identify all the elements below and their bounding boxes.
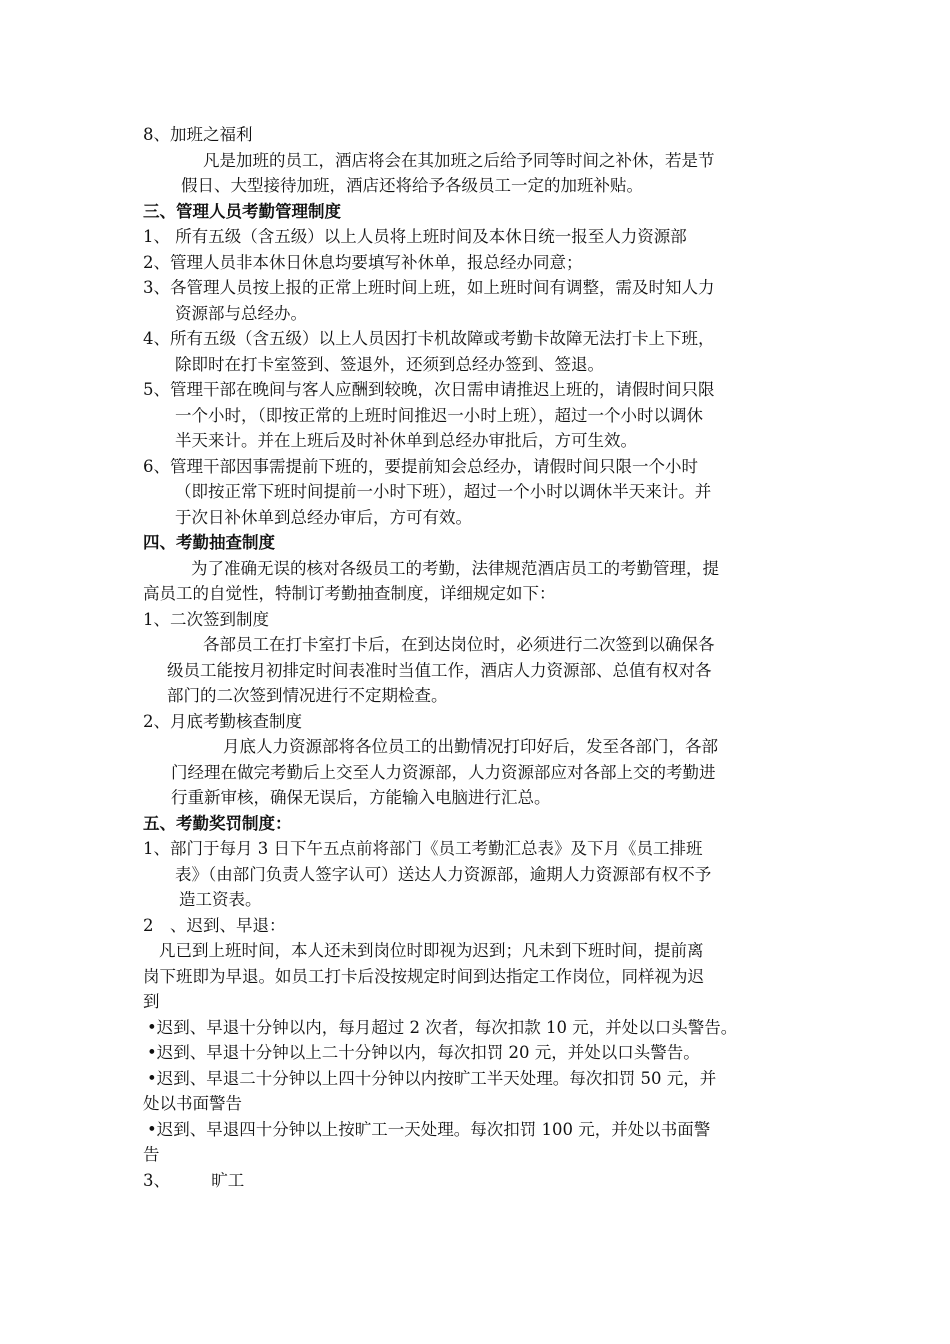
document-body (143, 122, 811, 1193)
list-item-continuation: 于次日补休单到总经办审后，方可有效。 (175, 507, 472, 527)
section-heading-rewards-penalties: 五、考勤奖罚制度： (143, 813, 292, 833)
bullet-item: •迟到、早退十分钟以内，每月超过 2 次者，每次扣款 10 元，并处以口头警告。 (147, 1017, 738, 1037)
bullet-item: •迟到、早退十分钟以上二十分钟以内，每次扣罚 20 元，并处以口头警告。 (147, 1043, 700, 1062)
subsection-title: 1、二次签到制度 (143, 609, 269, 629)
list-item-continuation: 半天来计。并在上班后及时补休单到总经办审批后，方可生效。 (175, 431, 637, 450)
list-item-continuation: 一个小时，（即按正常的上班时间推迟一小时上班），超过一个小时以调休 (175, 405, 703, 425)
paragraph-line: 岗下班即为早退。如员工打卡后没按规定时间到达指定工作岗位，同样视为迟 (143, 966, 704, 986)
list-item: 5、管理干部在晚间与客人应酬到较晚，次日需申请推迟上班的，请假时间只限 (143, 380, 715, 399)
paragraph-line: 凡是加班的员工，酒店将会在其加班之后给予同等时间之补休，若是节 (203, 150, 715, 170)
paragraph-line: 假日、大型接待加班，酒店还将给予各级员工一定的加班补贴。 (181, 176, 643, 195)
paragraph-line: 到 (143, 992, 160, 1011)
paragraph-line: 级员工能按月初排定时间表准时当值工作，酒店人力资源部、总值有权对各 (167, 660, 712, 680)
list-item-continuation: 资源部与总经办。 (175, 303, 307, 323)
section-heading-management-attendance: 三、管理人员考勤管理制度 (143, 201, 341, 221)
paragraph-line: 部门的二次签到情况进行不定期检查。 (167, 686, 448, 705)
list-item-continuation: 表》（由部门负责人签字认可）送达人力资源部，逾期人力资源部有权不予 (175, 864, 712, 884)
list-item: 2、管理人员非本休日休息均要填写补休单，报总经办同意； (143, 252, 583, 272)
paragraph-line: 凡已到上班时间，本人还未到岗位时即视为迟到；凡未到下班时间，提前离 (159, 941, 704, 960)
list-item: 3、各管理人员按上报的正常上班时间上班，如上班时间有调整，需及时知人力 (143, 278, 715, 297)
paragraph-line: 行重新审核，确保无误后，方能输入电脑进行汇总。 (171, 788, 551, 807)
bullet-item-continuation: 告 (143, 1145, 160, 1164)
list-item: 1、部门于每月 3 日下午五点前将部门《员工考勤汇总表》及下月《员工排班 (143, 839, 703, 858)
list-item: 6、管理干部因事需提前下班的，要提前知会总经办，请假时间只限一个小时 (143, 456, 698, 476)
paragraph-line: 月底人力资源部将各位员工的出勤情况打印好后，发至各部门，各部 (223, 737, 718, 756)
subsection-title: 2、月底考勤核查制度 (143, 711, 302, 731)
paragraph-line: 门经理在做完考勤后上交至人力资源部，人力资源部应对各部上交的考勤进 (171, 762, 716, 782)
list-item-continuation: 除即时在打卡室签到、签退外，还须到总经办签到、签退。 (175, 354, 604, 374)
list-item-continuation: 造工资表。 (179, 890, 262, 909)
list-item: 2 、迟到、早退： (143, 915, 286, 935)
list-item: 3、 旷工 (143, 1170, 245, 1190)
bullet-item-continuation: 处以书面警告 (143, 1094, 242, 1113)
list-item: 4、所有五级（含五级）以上人员因打卡机故障或考勤卡故障无法打卡上下班， (143, 329, 715, 348)
paragraph-line: 为了准确无误的核对各级员工的考勤，法律规范酒店员工的考勤管理，提 (191, 558, 719, 578)
list-item-continuation: （即按正常下班时间提前一小时下班），超过一个小时以调休半天来计。并 (175, 482, 712, 501)
section-heading-attendance-check: 四、考勤抽查制度 (143, 533, 275, 552)
bullet-item: •迟到、早退四十分钟以上按旷工一天处理。每次扣罚 100 元，并处以书面警 (147, 1119, 711, 1139)
paragraph-line: 高员工的自觉性，特制订考勤抽查制度，详细规定如下： (143, 584, 556, 603)
bullet-item: •迟到、早退二十分钟以上四十分钟以内按旷工半天处理。每次扣罚 50 元，并 (147, 1068, 717, 1088)
section-item-overtime-benefit: 8、加班之福利 (143, 125, 253, 144)
list-item: 1、 所有五级（含五级）以上人员将上班时间及本休日统一报至人力资源部 (143, 227, 687, 246)
paragraph-line: 各部员工在打卡室打卡后，在到达岗位时，必须进行二次签到以确保各 (203, 635, 715, 654)
